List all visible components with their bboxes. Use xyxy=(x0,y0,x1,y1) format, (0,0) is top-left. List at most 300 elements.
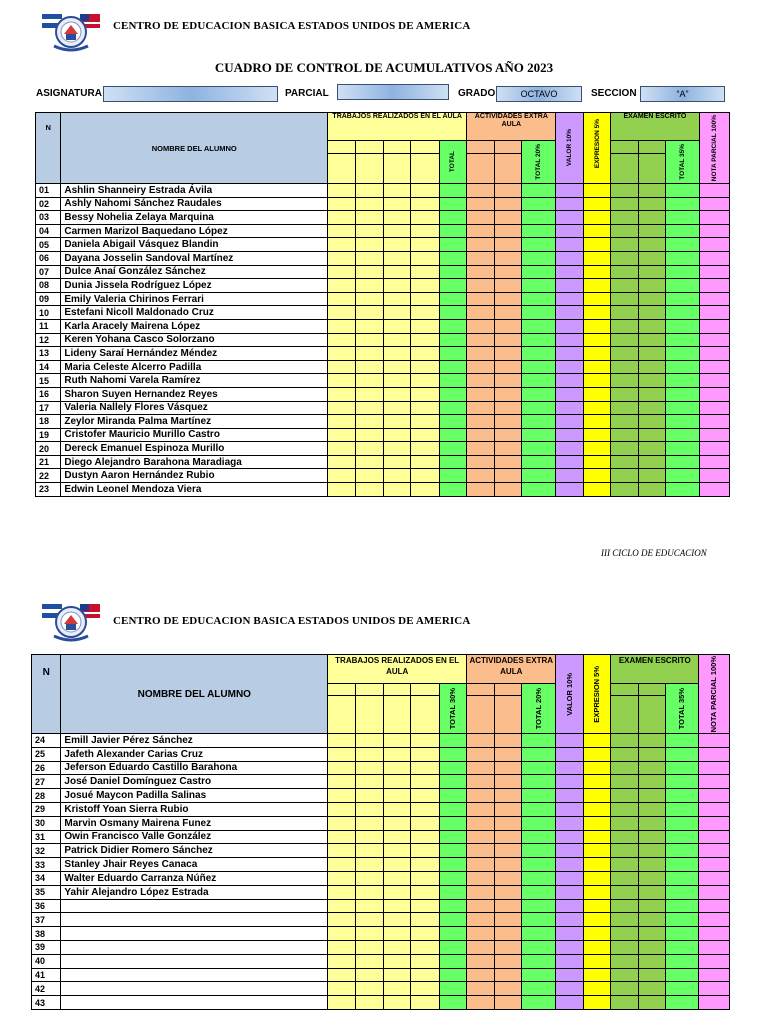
grade-cell[interactable] xyxy=(583,251,610,265)
grade-cell[interactable] xyxy=(411,251,439,265)
grade-cell[interactable] xyxy=(521,319,556,333)
grade-cell[interactable] xyxy=(383,455,410,469)
grade-cell[interactable] xyxy=(699,996,730,1010)
grade-cell[interactable] xyxy=(328,279,355,293)
grade-cell[interactable] xyxy=(355,830,383,844)
grade-cell[interactable] xyxy=(439,927,466,941)
grade-cell[interactable] xyxy=(467,816,494,830)
grade-cell[interactable] xyxy=(411,483,439,497)
grade-cell[interactable] xyxy=(556,469,583,483)
grade-cell[interactable] xyxy=(355,347,383,361)
grade-cell[interactable] xyxy=(521,940,555,954)
grade-cell[interactable] xyxy=(383,913,410,927)
grade-cell[interactable] xyxy=(583,197,610,211)
grade-cell[interactable] xyxy=(638,306,665,320)
grade-cell[interactable] xyxy=(583,885,610,899)
grade-cell[interactable] xyxy=(521,197,556,211)
grade-cell[interactable] xyxy=(355,265,383,279)
grade-cell[interactable] xyxy=(494,858,521,872)
grade-cell[interactable] xyxy=(699,982,730,996)
grade-cell[interactable] xyxy=(638,968,665,982)
grade-cell[interactable] xyxy=(494,387,521,401)
grade-cell[interactable] xyxy=(521,251,556,265)
grade-cell[interactable] xyxy=(521,347,556,361)
grade-cell[interactable] xyxy=(411,224,439,238)
grade-cell[interactable] xyxy=(383,360,410,374)
grade-cell[interactable] xyxy=(583,184,610,198)
grade-cell[interactable] xyxy=(494,734,521,748)
grade-cell[interactable] xyxy=(699,428,729,442)
grade-cell[interactable] xyxy=(666,279,699,293)
grade-cell[interactable] xyxy=(328,954,355,968)
grade-cell[interactable] xyxy=(556,982,583,996)
grade-cell[interactable] xyxy=(556,830,583,844)
grade-cell[interactable] xyxy=(439,940,466,954)
grade-cell[interactable] xyxy=(638,374,665,388)
grade-cell[interactable] xyxy=(494,802,521,816)
grade-cell[interactable] xyxy=(521,455,556,469)
grade-cell[interactable] xyxy=(583,483,610,497)
grade-cell[interactable] xyxy=(328,885,355,899)
grade-cell[interactable] xyxy=(328,292,355,306)
grade-cell[interactable] xyxy=(355,844,383,858)
seccion-field[interactable]: “A” xyxy=(640,86,725,102)
grade-cell[interactable] xyxy=(611,442,638,456)
grade-cell[interactable] xyxy=(611,844,638,858)
grade-cell[interactable] xyxy=(699,279,729,293)
grade-cell[interactable] xyxy=(355,899,383,913)
grade-cell[interactable] xyxy=(355,333,383,347)
grade-cell[interactable] xyxy=(494,279,521,293)
grade-cell[interactable] xyxy=(383,789,410,803)
grade-cell[interactable] xyxy=(583,927,610,941)
grade-cell[interactable] xyxy=(611,265,638,279)
grade-cell[interactable] xyxy=(638,184,665,198)
grade-cell[interactable] xyxy=(411,319,439,333)
grade-cell[interactable] xyxy=(699,347,729,361)
grade-cell[interactable] xyxy=(439,816,466,830)
grade-cell[interactable] xyxy=(494,913,521,927)
grade-cell[interactable] xyxy=(411,442,439,456)
grade-cell[interactable] xyxy=(355,387,383,401)
grade-cell[interactable] xyxy=(439,968,466,982)
grade-cell[interactable] xyxy=(467,968,494,982)
grade-cell[interactable] xyxy=(383,319,410,333)
grade-cell[interactable] xyxy=(583,374,610,388)
grade-cell[interactable] xyxy=(355,279,383,293)
grade-cell[interactable] xyxy=(583,816,610,830)
grade-cell[interactable] xyxy=(383,954,410,968)
grade-cell[interactable] xyxy=(328,802,355,816)
grade-cell[interactable] xyxy=(467,428,494,442)
grade-cell[interactable] xyxy=(467,469,494,483)
grade-cell[interactable] xyxy=(521,401,556,415)
grade-cell[interactable] xyxy=(638,982,665,996)
grade-cell[interactable] xyxy=(638,415,665,429)
grade-cell[interactable] xyxy=(411,455,439,469)
grade-cell[interactable] xyxy=(411,734,439,748)
grade-cell[interactable] xyxy=(328,775,355,789)
grade-cell[interactable] xyxy=(411,347,439,361)
grade-cell[interactable] xyxy=(665,954,699,968)
grade-cell[interactable] xyxy=(494,265,521,279)
grade-cell[interactable] xyxy=(467,415,494,429)
grade-cell[interactable] xyxy=(699,885,730,899)
grade-cell[interactable] xyxy=(583,940,610,954)
grade-cell[interactable] xyxy=(583,996,610,1010)
grade-cell[interactable] xyxy=(494,211,521,225)
grade-cell[interactable] xyxy=(611,374,638,388)
grade-cell[interactable] xyxy=(355,996,383,1010)
grade-cell[interactable] xyxy=(467,927,494,941)
grade-cell[interactable] xyxy=(611,211,638,225)
grade-cell[interactable] xyxy=(439,899,466,913)
grade-cell[interactable] xyxy=(611,816,638,830)
grade-cell[interactable] xyxy=(494,789,521,803)
grade-cell[interactable] xyxy=(411,387,439,401)
grade-cell[interactable] xyxy=(411,816,439,830)
grade-cell[interactable] xyxy=(411,996,439,1010)
grade-cell[interactable] xyxy=(494,224,521,238)
grade-cell[interactable] xyxy=(411,802,439,816)
grade-cell[interactable] xyxy=(665,789,699,803)
grade-cell[interactable] xyxy=(355,469,383,483)
grade-cell[interactable] xyxy=(666,319,699,333)
grade-cell[interactable] xyxy=(467,279,494,293)
grade-cell[interactable] xyxy=(583,469,610,483)
grade-cell[interactable] xyxy=(665,816,699,830)
grade-cell[interactable] xyxy=(467,197,494,211)
grade-cell[interactable] xyxy=(699,747,730,761)
grade-cell[interactable] xyxy=(611,428,638,442)
grade-cell[interactable] xyxy=(556,224,583,238)
grade-cell[interactable] xyxy=(411,954,439,968)
grade-cell[interactable] xyxy=(699,940,730,954)
grade-cell[interactable] xyxy=(355,306,383,320)
grade-cell[interactable] xyxy=(699,816,730,830)
grade-cell[interactable] xyxy=(439,442,466,456)
grade-cell[interactable] xyxy=(467,775,494,789)
grade-cell[interactable] xyxy=(383,347,410,361)
grade-cell[interactable] xyxy=(665,940,699,954)
grade-cell[interactable] xyxy=(699,224,729,238)
grade-cell[interactable] xyxy=(699,775,730,789)
grade-cell[interactable] xyxy=(638,333,665,347)
grade-cell[interactable] xyxy=(328,455,355,469)
grade-cell[interactable] xyxy=(328,347,355,361)
grade-cell[interactable] xyxy=(467,387,494,401)
grade-cell[interactable] xyxy=(611,279,638,293)
grade-cell[interactable] xyxy=(521,211,556,225)
grade-cell[interactable] xyxy=(439,401,466,415)
grade-cell[interactable] xyxy=(494,996,521,1010)
grade-cell[interactable] xyxy=(383,415,410,429)
grade-cell[interactable] xyxy=(411,913,439,927)
grade-cell[interactable] xyxy=(665,734,699,748)
grade-cell[interactable] xyxy=(467,333,494,347)
grade-cell[interactable] xyxy=(411,469,439,483)
grade-cell[interactable] xyxy=(699,968,730,982)
grade-cell[interactable] xyxy=(355,927,383,941)
grade-cell[interactable] xyxy=(439,734,466,748)
grade-cell[interactable] xyxy=(521,871,555,885)
grade-cell[interactable] xyxy=(556,211,583,225)
grade-cell[interactable] xyxy=(556,387,583,401)
grade-cell[interactable] xyxy=(583,279,610,293)
grade-cell[interactable] xyxy=(638,802,665,816)
grade-cell[interactable] xyxy=(383,483,410,497)
grade-cell[interactable] xyxy=(638,954,665,968)
grade-cell[interactable] xyxy=(556,360,583,374)
grade-cell[interactable] xyxy=(383,940,410,954)
grade-cell[interactable] xyxy=(611,387,638,401)
grade-cell[interactable] xyxy=(521,734,555,748)
grade-cell[interactable] xyxy=(583,333,610,347)
grade-cell[interactable] xyxy=(355,360,383,374)
grade-cell[interactable] xyxy=(328,360,355,374)
grade-cell[interactable] xyxy=(638,265,665,279)
grade-cell[interactable] xyxy=(383,968,410,982)
grade-cell[interactable] xyxy=(521,913,555,927)
grade-cell[interactable] xyxy=(355,775,383,789)
grade-cell[interactable] xyxy=(556,428,583,442)
grade-cell[interactable] xyxy=(355,415,383,429)
grade-cell[interactable] xyxy=(494,360,521,374)
grade-cell[interactable] xyxy=(467,360,494,374)
grade-cell[interactable] xyxy=(666,211,699,225)
grade-cell[interactable] xyxy=(328,789,355,803)
grade-cell[interactable] xyxy=(467,347,494,361)
grade-cell[interactable] xyxy=(355,319,383,333)
grade-cell[interactable] xyxy=(611,333,638,347)
grade-cell[interactable] xyxy=(583,292,610,306)
grade-cell[interactable] xyxy=(355,982,383,996)
grade-cell[interactable] xyxy=(328,858,355,872)
grade-cell[interactable] xyxy=(411,401,439,415)
grade-cell[interactable] xyxy=(556,319,583,333)
grade-cell[interactable] xyxy=(611,761,638,775)
grade-cell[interactable] xyxy=(494,319,521,333)
grade-cell[interactable] xyxy=(411,428,439,442)
grade-cell[interactable] xyxy=(411,360,439,374)
grade-cell[interactable] xyxy=(556,347,583,361)
grade-cell[interactable] xyxy=(355,442,383,456)
grade-cell[interactable] xyxy=(439,224,466,238)
grade-cell[interactable] xyxy=(521,802,555,816)
grade-cell[interactable] xyxy=(666,238,699,252)
grade-cell[interactable] xyxy=(583,238,610,252)
grade-cell[interactable] xyxy=(439,775,466,789)
grade-cell[interactable] xyxy=(638,940,665,954)
grade-cell[interactable] xyxy=(383,885,410,899)
grade-cell[interactable] xyxy=(521,968,555,982)
grade-cell[interactable] xyxy=(521,858,555,872)
grade-cell[interactable] xyxy=(521,415,556,429)
grade-cell[interactable] xyxy=(556,483,583,497)
grade-cell[interactable] xyxy=(383,374,410,388)
grade-cell[interactable] xyxy=(611,899,638,913)
grade-cell[interactable] xyxy=(556,858,583,872)
grade-cell[interactable] xyxy=(556,401,583,415)
grade-cell[interactable] xyxy=(328,401,355,415)
grade-cell[interactable] xyxy=(699,197,729,211)
grade-cell[interactable] xyxy=(666,469,699,483)
grade-cell[interactable] xyxy=(467,224,494,238)
grade-cell[interactable] xyxy=(411,844,439,858)
grade-cell[interactable] xyxy=(556,734,583,748)
grade-cell[interactable] xyxy=(328,982,355,996)
grade-cell[interactable] xyxy=(638,238,665,252)
grade-cell[interactable] xyxy=(611,885,638,899)
grade-cell[interactable] xyxy=(355,761,383,775)
grade-cell[interactable] xyxy=(439,428,466,442)
grade-cell[interactable] xyxy=(699,184,729,198)
grade-cell[interactable] xyxy=(638,279,665,293)
grade-cell[interactable] xyxy=(611,927,638,941)
grade-cell[interactable] xyxy=(383,251,410,265)
grade-cell[interactable] xyxy=(521,899,555,913)
grade-cell[interactable] xyxy=(583,360,610,374)
grade-cell[interactable] xyxy=(556,871,583,885)
grade-cell[interactable] xyxy=(383,224,410,238)
grade-cell[interactable] xyxy=(355,428,383,442)
grade-cell[interactable] xyxy=(556,996,583,1010)
grade-cell[interactable] xyxy=(467,401,494,415)
grade-cell[interactable] xyxy=(521,224,556,238)
grade-cell[interactable] xyxy=(638,428,665,442)
grade-cell[interactable] xyxy=(699,761,730,775)
grade-cell[interactable] xyxy=(665,844,699,858)
grade-cell[interactable] xyxy=(411,747,439,761)
grade-cell[interactable] xyxy=(439,374,466,388)
grade-cell[interactable] xyxy=(583,265,610,279)
grade-cell[interactable] xyxy=(638,455,665,469)
grade-cell[interactable] xyxy=(699,238,729,252)
grade-cell[interactable] xyxy=(556,954,583,968)
grade-cell[interactable] xyxy=(494,899,521,913)
grade-cell[interactable] xyxy=(439,954,466,968)
grade-cell[interactable] xyxy=(556,265,583,279)
grade-cell[interactable] xyxy=(699,251,729,265)
grade-cell[interactable] xyxy=(411,279,439,293)
grade-cell[interactable] xyxy=(521,333,556,347)
grade-cell[interactable] xyxy=(638,347,665,361)
grade-cell[interactable] xyxy=(411,306,439,320)
grade-cell[interactable] xyxy=(383,211,410,225)
grade-cell[interactable] xyxy=(611,982,638,996)
grade-cell[interactable] xyxy=(611,292,638,306)
grade-cell[interactable] xyxy=(699,871,730,885)
grade-cell[interactable] xyxy=(699,954,730,968)
grade-cell[interactable] xyxy=(665,802,699,816)
grade-cell[interactable] xyxy=(467,483,494,497)
grade-cell[interactable] xyxy=(467,789,494,803)
grade-cell[interactable] xyxy=(467,292,494,306)
grade-cell[interactable] xyxy=(583,844,610,858)
grade-cell[interactable] xyxy=(328,871,355,885)
grade-cell[interactable] xyxy=(439,251,466,265)
grade-cell[interactable] xyxy=(556,747,583,761)
grade-cell[interactable] xyxy=(666,442,699,456)
grade-cell[interactable] xyxy=(665,747,699,761)
grade-cell[interactable] xyxy=(467,251,494,265)
grade-cell[interactable] xyxy=(699,415,729,429)
grade-cell[interactable] xyxy=(638,401,665,415)
grade-cell[interactable] xyxy=(467,996,494,1010)
grade-cell[interactable] xyxy=(611,347,638,361)
grade-cell[interactable] xyxy=(699,374,729,388)
grade-cell[interactable] xyxy=(355,747,383,761)
grade-cell[interactable] xyxy=(611,401,638,415)
grade-cell[interactable] xyxy=(638,251,665,265)
grade-cell[interactable] xyxy=(494,306,521,320)
grade-cell[interactable] xyxy=(521,996,555,1010)
grade-cell[interactable] xyxy=(355,401,383,415)
grade-cell[interactable] xyxy=(439,802,466,816)
grade-cell[interactable] xyxy=(383,292,410,306)
grade-cell[interactable] xyxy=(638,871,665,885)
grade-cell[interactable] xyxy=(355,197,383,211)
grade-cell[interactable] xyxy=(583,899,610,913)
grade-cell[interactable] xyxy=(556,279,583,293)
grade-cell[interactable] xyxy=(439,333,466,347)
grade-cell[interactable] xyxy=(411,197,439,211)
grade-cell[interactable] xyxy=(638,360,665,374)
grade-cell[interactable] xyxy=(355,455,383,469)
grade-cell[interactable] xyxy=(556,775,583,789)
grade-cell[interactable] xyxy=(383,899,410,913)
grade-cell[interactable] xyxy=(666,197,699,211)
grade-cell[interactable] xyxy=(494,415,521,429)
grade-cell[interactable] xyxy=(467,913,494,927)
grade-cell[interactable] xyxy=(439,319,466,333)
grade-cell[interactable] xyxy=(521,885,555,899)
grade-cell[interactable] xyxy=(665,996,699,1010)
grade-cell[interactable] xyxy=(439,197,466,211)
grade-cell[interactable] xyxy=(583,982,610,996)
grade-cell[interactable] xyxy=(665,982,699,996)
grade-cell[interactable] xyxy=(666,184,699,198)
grade-cell[interactable] xyxy=(521,279,556,293)
grade-cell[interactable] xyxy=(665,830,699,844)
grade-cell[interactable] xyxy=(638,775,665,789)
grade-cell[interactable] xyxy=(699,292,729,306)
grade-cell[interactable] xyxy=(328,184,355,198)
grade-cell[interactable] xyxy=(383,197,410,211)
grade-cell[interactable] xyxy=(666,306,699,320)
grade-cell[interactable] xyxy=(638,292,665,306)
grade-cell[interactable] xyxy=(611,197,638,211)
grade-cell[interactable] xyxy=(355,224,383,238)
grade-cell[interactable] xyxy=(611,469,638,483)
grade-cell[interactable] xyxy=(439,982,466,996)
grade-cell[interactable] xyxy=(665,761,699,775)
grade-cell[interactable] xyxy=(439,238,466,252)
grade-cell[interactable] xyxy=(411,761,439,775)
grade-cell[interactable] xyxy=(328,387,355,401)
grade-cell[interactable] xyxy=(355,483,383,497)
grade-cell[interactable] xyxy=(583,319,610,333)
grade-cell[interactable] xyxy=(355,374,383,388)
grade-cell[interactable] xyxy=(494,927,521,941)
grade-cell[interactable] xyxy=(383,927,410,941)
grade-cell[interactable] xyxy=(521,761,555,775)
grade-cell[interactable] xyxy=(411,789,439,803)
grade-cell[interactable] xyxy=(666,428,699,442)
grade-cell[interactable] xyxy=(611,319,638,333)
grade-cell[interactable] xyxy=(411,184,439,198)
grade-cell[interactable] xyxy=(494,184,521,198)
